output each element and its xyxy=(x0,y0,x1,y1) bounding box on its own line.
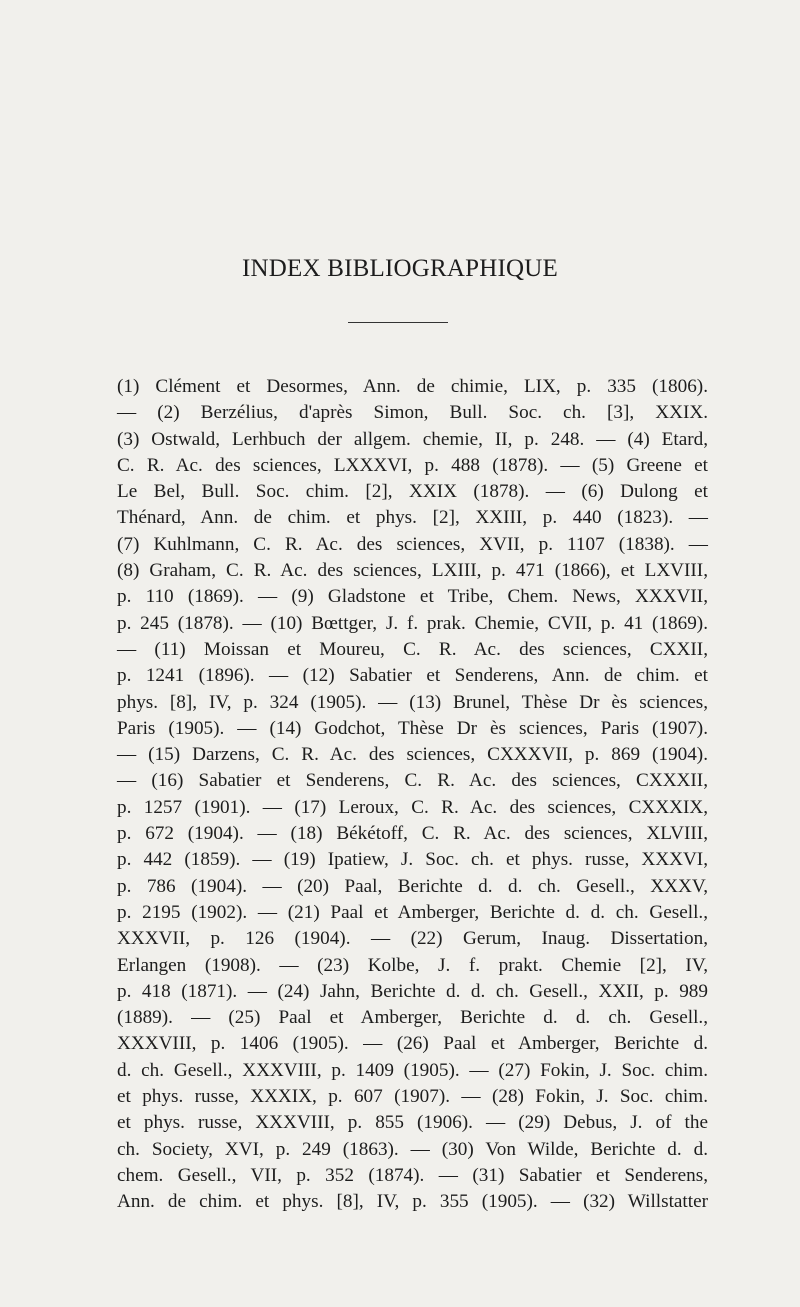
text-line: p. 672 (1904). — (18) Békétoff, C. R. Ac. des sciences, XLVIII, xyxy=(117,823,708,845)
text-line: et phys. russe, XXXVIII, p. 855 (1906). — (29) Debus, J. of the xyxy=(117,1112,708,1134)
text-line: — (2) Berzélius, d'après Simon, Bull. Soc. ch. [3], XXIX. xyxy=(117,402,708,424)
text-line: — (16) Sabatier et Senderens, C. R. Ac. des sciences, CXXXII, xyxy=(117,770,708,792)
text-line: (1) Clément et Desormes, Ann. de chimie, LIX, p. 335 (1806). xyxy=(117,376,708,397)
text-line: phys. [8], IV, p. 324 (1905). — (13) Brunel, Thèse Dr ès sciences, xyxy=(117,691,708,713)
text-line: Ann. de chim. et phys. [8], IV, p. 355 (1905). — (32) Willstatter xyxy=(117,1191,708,1213)
text-line: p. 418 (1871). — (24) Jahn, Berichte d. d. ch. Gesell., XXII, p. 989 xyxy=(117,980,708,1002)
text-line: Erlangen (1908). — (23) Kolbe, J. f. prakt. Chemie [2], IV, xyxy=(117,954,708,976)
text-line: et phys. russe, XXXIX, p. 607 (1907). — (28) Fokin, J. Soc. chim. xyxy=(117,1086,708,1108)
bibliography-text xyxy=(117,374,708,1216)
page-title: INDEX BIBLIOGRAPHIQUE xyxy=(242,255,558,282)
text-line: Paris (1905). — (14) Godchot, Thèse Dr ès sciences, Paris (1907). xyxy=(117,717,708,739)
title-divider xyxy=(348,322,448,323)
text-line: (7) Kuhlmann, C. R. Ac. des sciences, XVII, p. 1107 (1838). — xyxy=(117,533,708,555)
text-line: Thénard, Ann. de chim. et phys. [2], XXIII, p. 440 (1823). — xyxy=(117,507,708,529)
text-line: C. R. Ac. des sciences, LXXXVI, p. 488 (1878). — (5) Greene et xyxy=(117,454,708,476)
text-line: (1889). — (25) Paal et Amberger, Berichte d. d. ch. Gesell., xyxy=(117,1007,708,1029)
text-line: p. 442 (1859). — (19) Ipatiew, J. Soc. ch. et phys. russe, XXXVI, xyxy=(117,849,708,871)
text-line: p. 1241 (1896). — (12) Sabatier et Senderens, Ann. de chim. et xyxy=(117,665,708,687)
text-line: XXXVII, p. 126 (1904). — (22) Gerum, Inaug. Dissertation, xyxy=(117,928,708,950)
text-line: Le Bel, Bull. Soc. chim. [2], XXIX (1878). — (6) Dulong et xyxy=(117,481,708,503)
text-line: XXXVIII, p. 1406 (1905). — (26) Paal et Amberger, Berichte d. xyxy=(117,1033,708,1055)
text-line: p. 110 (1869). — (9) Gladstone et Tribe, Chem. News, XXXVII, xyxy=(117,586,708,608)
text-line: (8) Graham, C. R. Ac. des sciences, LXIII, p. 471 (1866), et LXVIII, xyxy=(117,560,708,582)
text-line: (3) Ostwald, Lerhbuch der allgem. chemie, II, p. 248. — (4) Etard, xyxy=(117,428,708,450)
text-line: p. 2195 (1902). — (21) Paal et Amberger, Berichte d. d. ch. Gesell., xyxy=(117,901,708,923)
text-line: — (11) Moissan et Moureu, C. R. Ac. des sciences, CXXII, xyxy=(117,638,708,660)
text-line: — (15) Darzens, C. R. Ac. des sciences, CXXXVII, p. 869 (1904). xyxy=(117,744,708,766)
text-line: d. ch. Gesell., XXXVIII, p. 1409 (1905). — (27) Fokin, J. Soc. chim. xyxy=(117,1059,708,1081)
text-line: ch. Society, XVI, p. 249 (1863). — (30) Von Wilde, Berichte d. d. xyxy=(117,1138,708,1160)
text-line: chem. Gesell., VII, p. 352 (1874). — (31) Sabatier et Senderens, xyxy=(117,1164,708,1186)
text-line: p. 786 (1904). — (20) Paal, Berichte d. d. ch. Gesell., XXXV, xyxy=(117,875,708,897)
text-line: p. 1257 (1901). — (17) Leroux, C. R. Ac. des sciences, CXXXIX, xyxy=(117,796,708,818)
text-line: p. 245 (1878). — (10) Bœttger, J. f. prak. Chemie, CVII, p. 41 (1869). xyxy=(117,612,708,634)
